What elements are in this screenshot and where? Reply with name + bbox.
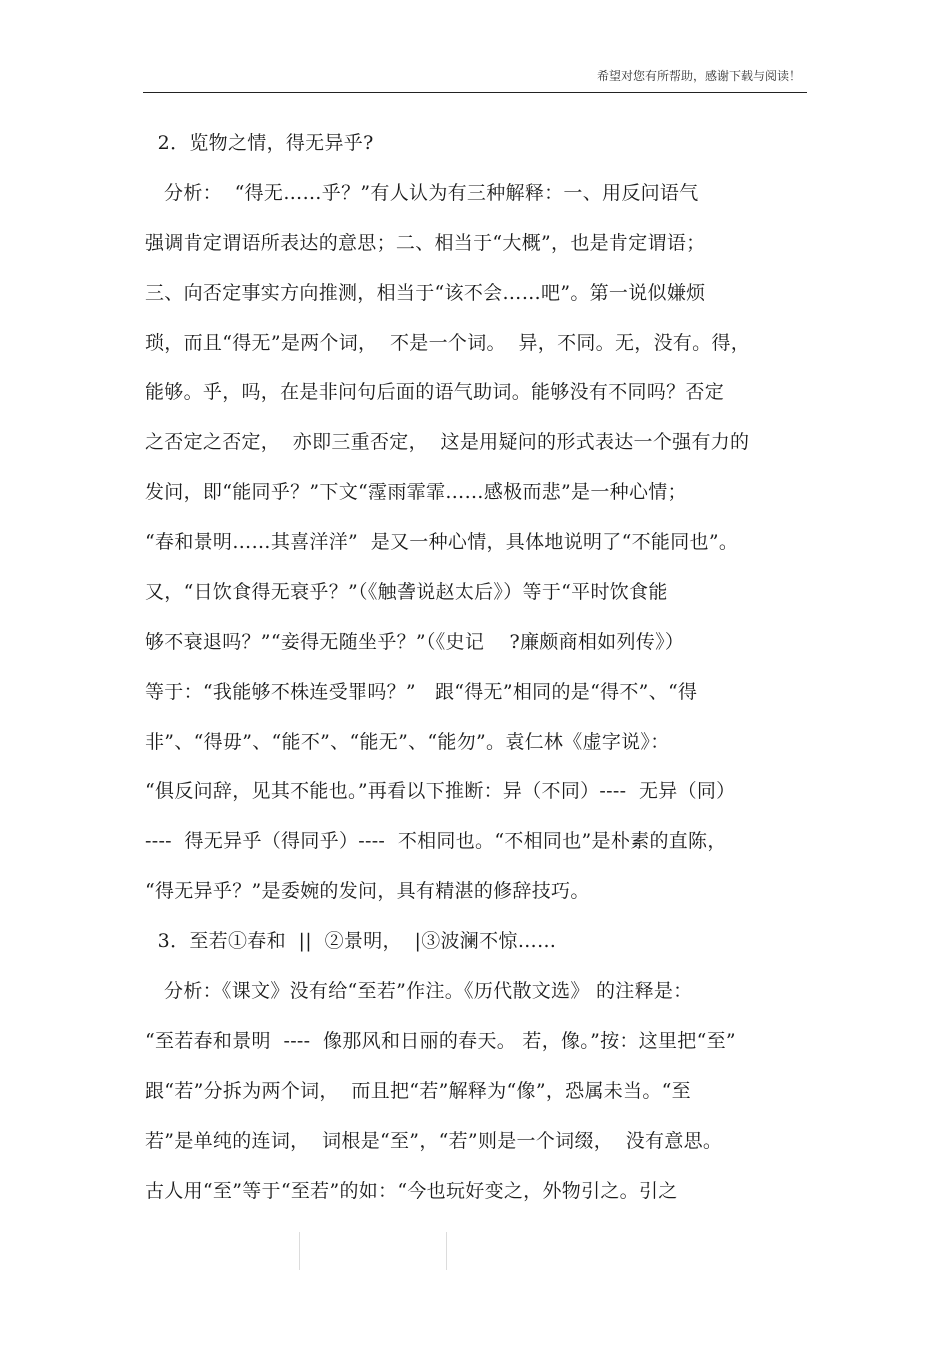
text-line: 强调肯定谓语所表达的意思；二、相当于“大概”，也是肯定谓语； <box>145 232 706 254</box>
footer-divider-left <box>299 1232 300 1270</box>
text-line: 2．览物之情，得无异乎? <box>145 132 374 154</box>
text-line: 够不衰退吗？”“妾得无随坐乎？”（《史记 ?廉颇商相如列传》） <box>145 631 685 653</box>
text-line: 发问，即“能同乎？”下文“霪雨霏霏……感极而悲”是一种心情； <box>145 481 687 503</box>
text-line: 又，“日饮食得无衰乎？”（《触詟说赵太后》）等于“平时饮食能 <box>145 581 668 603</box>
text-line: 非”、“得毋”、“能不”、“能无”、“能勿”。袁仁林《虚字说》： <box>145 731 670 753</box>
text-line: 跟“若”分拆为两个词， 而且把“若”解释为“像”，恐属未当。“至 <box>145 1080 691 1102</box>
text-line: 3．至若①春和 || ②景明， |③波澜不惊…… <box>145 930 557 952</box>
text-line: “春和景明……其喜洋洋” 是又一种心情，具体地说明了“不能同也”。 <box>145 531 739 553</box>
text-line: 分析： “得无……乎？”有人认为有三种解释：一、用反问语气 <box>145 182 699 204</box>
text-line: ---- 得无异乎（得同乎）---- 不相同也。“不相同也”是朴素的直陈， <box>145 830 727 852</box>
text-line: 分析：《课文》没有给“至若”作注。《历代散文选》 的注释是： <box>145 980 693 1002</box>
text-line: 古人用“至”等于“至若”的如：“今也玩好变之，外物引之。引之 <box>145 1180 678 1202</box>
text-line: 若”是单纯的连词， 词根是“至”，“若”则是一个词缀， 没有意思。 <box>145 1130 723 1152</box>
text-line: 等于：“我能够不株连受罪吗？” 跟“得无”相同的是“得不”、“得 <box>145 681 698 703</box>
footer-divider-right <box>446 1232 447 1270</box>
text-line: “俱反问辞，见其不能也。”再看以下推断：异（不同）---- 无异（同） <box>145 780 736 802</box>
text-line: 琐，而且“得无”是两个词， 不是一个词。 异，不同。无，没有。得， <box>145 332 751 354</box>
text-line: 之否定之否定， 亦即三重否定， 这是用疑问的形式表达一个强有力的 <box>145 431 750 453</box>
text-line: “至若春和景明 ---- 像那风和日丽的春天。 若，像。”按：这里把“至” <box>145 1030 736 1052</box>
text-line: “得无异乎？”是委婉的发问，具有精湛的修辞技巧。 <box>145 880 590 902</box>
text-line: 能够。乎，吗，在是非问句后面的语气助词。能够没有不同吗？否定 <box>145 381 725 403</box>
text-line: 三、向否定事实方向推测，相当于“该不会……吧”。第一说似嫌烦 <box>145 282 706 304</box>
header-text: 希望对您有所帮助，感谢下载与阅读！ <box>596 69 801 83</box>
